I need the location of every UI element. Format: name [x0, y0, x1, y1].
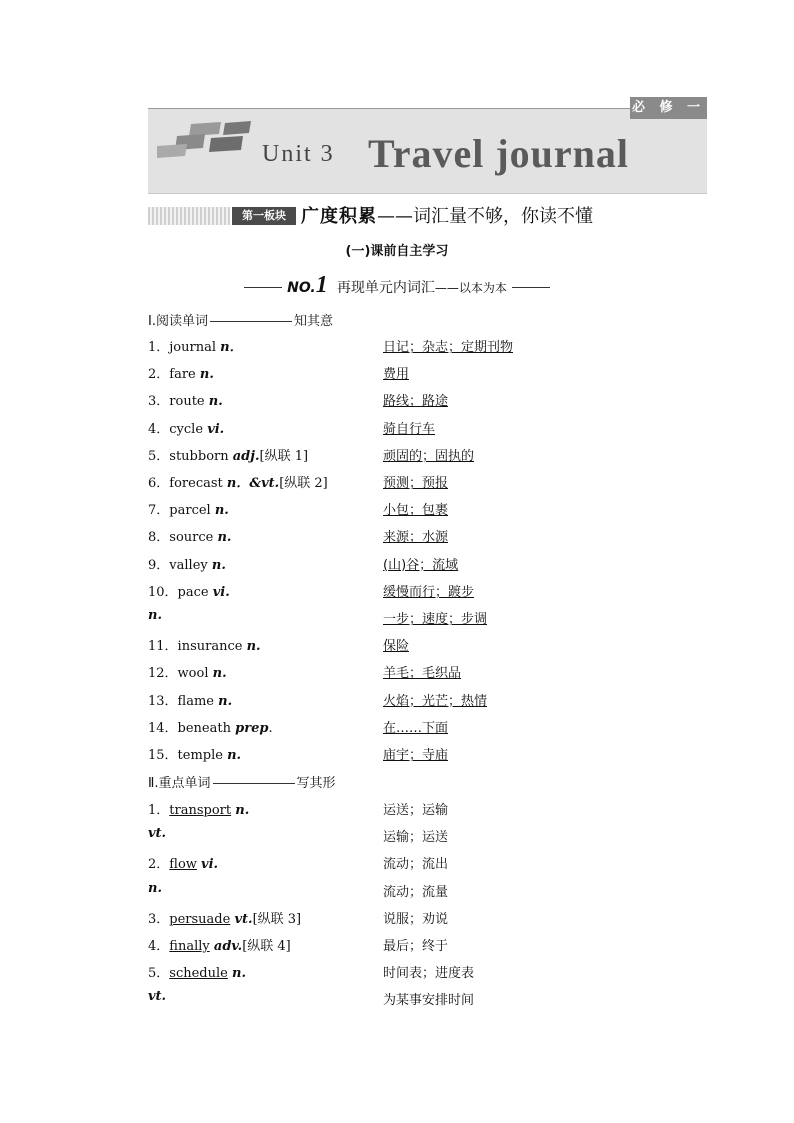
no-title: 再现单元内词汇: [336, 280, 435, 296]
no-dash: ——: [434, 281, 459, 295]
part1-heading-left: Ⅰ.阅读单词: [148, 314, 208, 329]
item-number: 2．: [148, 857, 170, 873]
chinese-meaning: 最后；终于: [383, 939, 449, 954]
part-of-speech: adj.: [232, 448, 260, 464]
part2-heading-rule: [213, 783, 295, 784]
vocab-term: [148, 499, 229, 518]
item-number: 3．: [148, 911, 170, 927]
part1-heading: [148, 310, 333, 329]
vocab-row: [148, 935, 708, 957]
part1-heading-rule: [210, 321, 292, 322]
vocab-row: [148, 690, 708, 712]
part1-heading-right: 知其意: [293, 314, 333, 329]
vocab-row: [148, 853, 708, 875]
vocab-row: [148, 717, 708, 739]
vocab-row: [148, 744, 708, 766]
chinese-meaning: 保险: [383, 639, 410, 655]
part-of-speech: vt.: [148, 826, 167, 842]
part2-heading: [148, 772, 336, 791]
chinese-meaning: 来源；水源: [383, 530, 449, 546]
part-of-speech: n.: [148, 880, 162, 896]
english-word: beneath: [177, 720, 231, 736]
vocab-term: [148, 962, 246, 981]
item-number: 13．: [148, 693, 178, 709]
vocab-term: [148, 526, 231, 545]
cross-reference-note: .: [268, 720, 273, 736]
item-number: 5．: [148, 448, 170, 464]
item-number: 14．: [148, 720, 178, 736]
vocab-row: [148, 826, 708, 848]
english-word: journal: [169, 340, 217, 355]
vocab-term: [148, 390, 223, 409]
english-word: transport: [169, 803, 232, 818]
english-word: stubborn: [169, 448, 229, 464]
chinese-meaning: 为某事安排时间: [383, 993, 475, 1009]
english-word: temple: [177, 748, 223, 763]
chinese-meaning: 一步；速度；步调: [383, 612, 488, 627]
vocab-term: [148, 744, 241, 763]
no-number: 1: [315, 272, 328, 298]
no-prefix: NO.: [287, 280, 316, 296]
chinese-meaning: 小包；包裹: [383, 503, 449, 519]
vocab-term: [148, 908, 301, 927]
english-word: forecast: [169, 476, 223, 491]
vocab-term: [148, 717, 273, 736]
vocab-term: [148, 935, 291, 954]
item-number: 12．: [148, 666, 178, 682]
vocab-row: [148, 418, 708, 440]
vocab-row: [148, 881, 708, 903]
chinese-meaning: 流动；流量: [383, 884, 449, 900]
vocab-row: [148, 962, 708, 984]
vocab-term: [148, 635, 261, 654]
item-number: 15．: [148, 748, 178, 763]
part-of-speech: n.: [212, 666, 227, 682]
item-number: 10．: [148, 584, 178, 600]
part-of-speech: vi.: [207, 421, 225, 437]
no-note: 以本为本: [458, 281, 507, 295]
part-of-speech: n.: [214, 503, 229, 519]
english-word: fare: [169, 367, 196, 383]
vocab-row: [148, 635, 708, 657]
part-of-speech: vi.: [212, 584, 230, 600]
travel-photos-decoration: [157, 120, 253, 160]
left-rule: [244, 287, 282, 288]
cross-reference-note: [纵联 1]: [259, 448, 309, 464]
vocab-term: [148, 799, 249, 818]
vocab-row: [148, 581, 708, 603]
part-of-speech: n.: [211, 557, 226, 573]
part-of-speech: vt.: [234, 911, 253, 927]
chinese-meaning: 时间表；进度表: [383, 966, 475, 982]
cross-reference-note: [纵联 2]: [279, 476, 328, 491]
item-number: 4．: [148, 939, 170, 954]
part-of-speech: prep: [235, 720, 269, 736]
vocab-row: [148, 908, 708, 930]
part-of-speech: n.: [235, 803, 250, 818]
vocab-term: [148, 554, 226, 573]
vocab-row: [148, 662, 708, 684]
vocab-term: [148, 662, 227, 681]
chinese-meaning: 流动；流出: [383, 857, 449, 873]
part2-heading-right: 写其形: [296, 776, 336, 791]
item-number: 1．: [148, 340, 170, 355]
vocab-term: [148, 363, 214, 382]
item-number: 9．: [148, 557, 170, 573]
section-title-main: 广度积累: [301, 206, 377, 227]
item-number: 3．: [148, 394, 170, 410]
chinese-meaning: 运送；运输: [383, 803, 449, 818]
chinese-meaning: 日记；杂志；定期刊物: [383, 340, 514, 355]
vocab-row: [148, 390, 708, 412]
part-of-speech: n.: [232, 966, 246, 982]
vocab-term: [148, 989, 166, 1004]
part-of-speech: n.: [227, 748, 242, 763]
vocab-term: [148, 853, 218, 872]
vocab-term: [148, 472, 328, 491]
chinese-meaning: 羊毛；毛织品: [383, 666, 462, 682]
vocab-row: [148, 363, 708, 385]
chinese-meaning: 庙宇；寺庙: [383, 748, 449, 763]
vocab-term: [148, 690, 232, 709]
section-tag: 第一板块: [232, 207, 296, 225]
vocab-term: [148, 826, 166, 841]
vocab-term: [148, 336, 243, 355]
item-number: 8．: [148, 530, 170, 546]
english-word: parcel: [169, 503, 211, 519]
vocab-row: [148, 554, 708, 576]
vocab-term: [148, 581, 230, 600]
chinese-meaning: (山)谷；流域: [383, 557, 459, 573]
part-of-speech: n.: [217, 530, 232, 546]
section-title: [301, 202, 593, 228]
part-of-speech: n.: [208, 394, 223, 410]
part-of-speech: adv.: [213, 939, 243, 954]
chinese-meaning: 顽固的；固执的: [383, 448, 475, 464]
right-rule: [512, 287, 550, 288]
item-number: 1．: [148, 803, 170, 818]
english-word: valley: [169, 557, 208, 573]
part-of-speech: n.: [218, 693, 233, 709]
vocab-term: [148, 608, 162, 623]
english-word: cycle: [169, 421, 204, 437]
vocab-row: [148, 608, 708, 630]
chinese-meaning: 费用: [383, 367, 410, 383]
part-of-speech: n.: [246, 639, 261, 655]
section-subtitle: (一)课前自主学习: [345, 244, 449, 259]
vocab-row: [148, 499, 708, 521]
unit-number: Unit 3: [262, 141, 335, 167]
item-number: 6．: [148, 476, 170, 491]
part-of-speech: n.: [148, 608, 162, 623]
english-word: wool: [177, 666, 209, 682]
chinese-meaning: 预测；预报: [383, 476, 449, 491]
item-number: 7．: [148, 503, 170, 519]
english-word: flow: [169, 857, 197, 873]
no-heading: [0, 272, 794, 298]
item-number: 2．: [148, 367, 170, 383]
chinese-meaning: 路线；路途: [383, 394, 449, 410]
vocab-row: [148, 472, 708, 494]
english-word: pace: [177, 584, 209, 600]
chinese-meaning: 缓慢而行；踱步: [383, 584, 475, 600]
english-word: schedule: [169, 966, 228, 982]
cross-reference-note: [纵联 3]: [252, 911, 302, 927]
item-number: 5．: [148, 966, 170, 982]
vocab-row: [148, 799, 708, 821]
section-title-rest: ——词汇量不够，你读不懂: [377, 206, 593, 227]
item-number: 4．: [148, 421, 170, 437]
part-of-speech: n．&vt.: [226, 476, 280, 491]
vocab-row: [148, 445, 708, 467]
vocab-row: [148, 526, 708, 548]
english-word: route: [169, 394, 205, 410]
section-stripe-decoration: [148, 207, 230, 225]
english-word: flame: [177, 693, 214, 709]
english-word: insurance: [177, 639, 243, 655]
english-word: persuade: [169, 911, 231, 927]
vocab-term: [148, 881, 162, 896]
part-of-speech: n．: [220, 340, 243, 355]
vocab-row: [148, 989, 708, 1011]
item-number: 11．: [148, 639, 178, 655]
part2-heading-left: Ⅱ.重点单词: [148, 776, 211, 791]
cross-reference-note: [纵联 4]: [242, 939, 291, 954]
chinese-meaning: 骑自行车: [383, 421, 436, 437]
vocab-row: [148, 336, 708, 358]
chinese-meaning: 在……下面: [383, 720, 449, 736]
chinese-meaning: 火焰；光芒；热情: [383, 693, 488, 709]
unit-title: Travel journal: [368, 131, 630, 176]
part-of-speech: n.: [199, 367, 214, 383]
chinese-meaning: 说服；劝说: [383, 911, 449, 927]
english-word: finally: [169, 939, 210, 954]
english-word: source: [169, 530, 214, 546]
part-of-speech: vt.: [148, 989, 167, 1005]
book-tag: 必 修 一: [630, 97, 707, 119]
vocab-term: [148, 418, 224, 437]
part-of-speech: vi.: [201, 857, 219, 873]
vocab-term: [148, 445, 308, 464]
chinese-meaning: 运输；运送: [383, 830, 449, 846]
